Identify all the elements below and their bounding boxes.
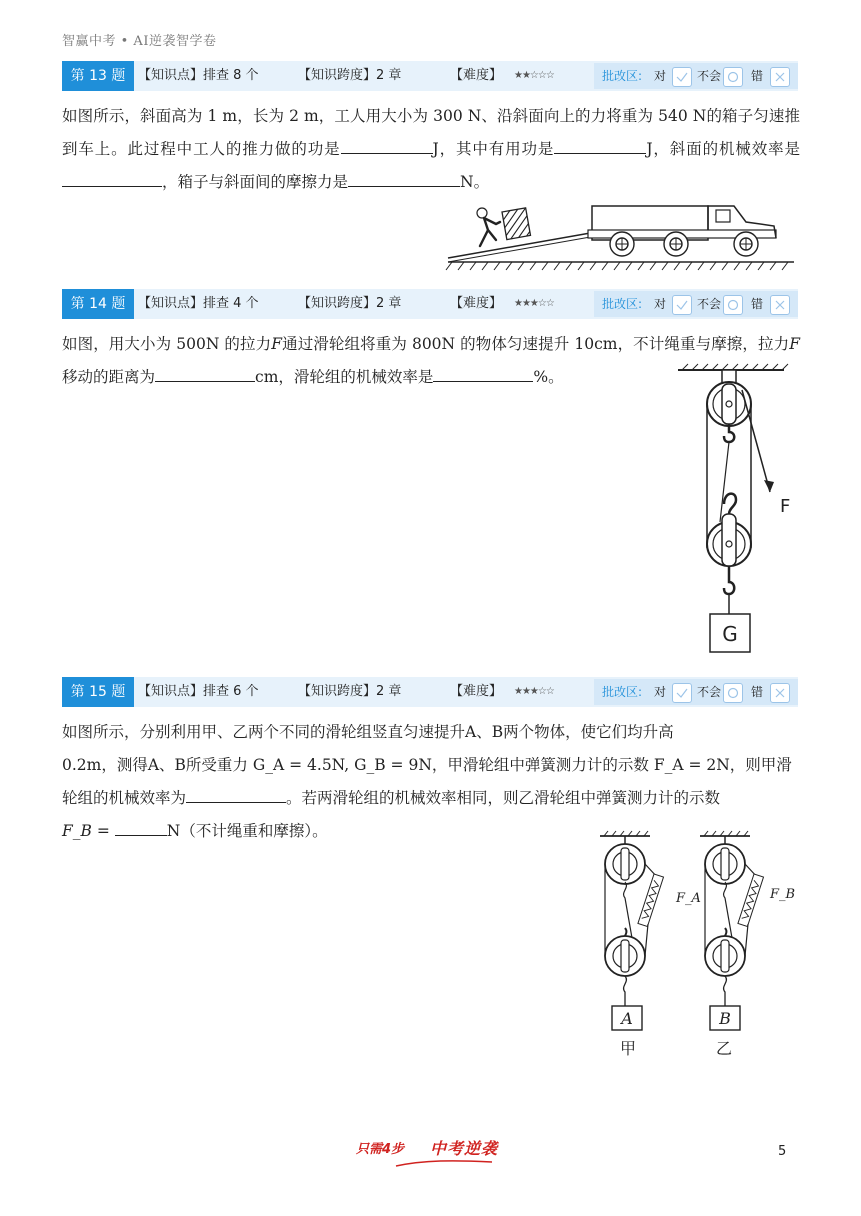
wrong-checkbox[interactable]	[770, 67, 790, 87]
question-number: 第 13 题	[62, 61, 134, 91]
unsure-checkbox[interactable]	[723, 683, 743, 703]
question-number: 第 14 题	[62, 289, 134, 319]
answer-blank-friction[interactable]	[348, 168, 460, 187]
grading-label: 批改区:	[602, 685, 643, 699]
question-number: 第 15 题	[62, 677, 134, 707]
difficulty-stars: ★★★☆☆	[514, 686, 554, 697]
fb-label: F_B	[770, 887, 796, 902]
knowledge-count: 【知识点】排查 6 个	[138, 684, 259, 699]
right-checkbox[interactable]	[672, 295, 692, 315]
grading-area	[594, 291, 798, 317]
answer-blank-work[interactable]	[341, 135, 433, 154]
knowledge-span: 【知识跨度】2 章	[298, 68, 402, 83]
page-number: 5	[778, 1144, 787, 1159]
wrong-label: 错	[751, 685, 764, 699]
knowledge-count: 【知识点】排查 4 个	[138, 296, 259, 311]
knowledge-count: 【知识点】排查 8 个	[138, 68, 259, 83]
force-label: F	[780, 496, 791, 517]
unsure-label: 不会	[697, 297, 722, 311]
swoosh-icon	[394, 1158, 494, 1168]
question-14-bar	[62, 289, 798, 319]
wrong-label: 错	[751, 297, 764, 311]
circle-icon	[726, 686, 740, 700]
footer-logo	[356, 1136, 516, 1170]
running-header: 智赢中考 • AI逆袭智学卷	[62, 34, 217, 49]
answer-blank-efficiency[interactable]	[186, 784, 286, 803]
grading-area	[594, 679, 798, 705]
wrong-label: 错	[751, 69, 764, 83]
right-checkbox[interactable]	[672, 67, 692, 87]
pulley-system-figure	[672, 362, 802, 658]
pulley-system-yi	[700, 831, 795, 1058]
difficulty-label: 【难度】	[450, 68, 503, 83]
yi-label: 乙	[715, 1039, 733, 1058]
right-label: 对	[654, 297, 667, 311]
wrong-checkbox[interactable]	[770, 295, 790, 315]
difficulty-label: 【难度】	[450, 684, 503, 699]
question-13-bar	[62, 61, 798, 91]
cross-icon	[773, 686, 787, 700]
right-label: 对	[654, 69, 667, 83]
weight-label: G	[722, 622, 738, 646]
jia-label: 甲	[619, 1039, 637, 1058]
answer-blank-efficiency[interactable]	[433, 363, 533, 382]
circle-icon	[726, 298, 740, 312]
question-15-text: 如图所示，分别利用甲、乙两个不同的滑轮组竖直匀速提升A、B两个物体，使它们均升高 0.2m，测得A、B所受重力 G_A = 4.5N, G_B = 9N，甲滑轮组中弹簧测力计的示数 F_A = 2N，则甲滑 轮组的机械效率为 。若两滑轮组的机械效率相同，则乙滑轮组中弹簧测力计的示数 F_B = N（不计绳重和摩擦）。	[62, 723, 792, 840]
grading-area	[594, 63, 798, 89]
unsure-label: 不会	[697, 69, 722, 83]
check-icon	[675, 686, 689, 700]
knowledge-span: 【知识跨度】2 章	[298, 684, 402, 699]
circle-icon	[726, 70, 740, 84]
unsure-checkbox[interactable]	[723, 295, 743, 315]
incline-truck-figure	[444, 200, 796, 272]
knowledge-span: 【知识跨度】2 章	[298, 296, 402, 311]
check-icon	[675, 298, 689, 312]
question-14-text: 如图，用大小为 500N 的拉力F通过滑轮组将重为 800N 的物体匀速提升 10cm，不计绳重与摩擦，拉力F移动的距离为 cm，滑轮组的机械效率是 %。	[62, 335, 800, 386]
grading-label: 批改区:	[602, 69, 643, 83]
answer-blank-force-b[interactable]	[115, 817, 167, 836]
wrong-checkbox[interactable]	[770, 683, 790, 703]
answer-blank-efficiency[interactable]	[62, 168, 162, 187]
question-13-text: 如图所示，斜面高为 1 m，长为 2 m，工人用大小为 300 N、沿斜面向上的力将重为 540 N的箱子匀速推到车上。此过程中工人的推力做的功是 J，其中有用功是 J，斜面的机械效率是，箱子与斜面间的摩擦力是 N。	[62, 107, 800, 191]
cross-icon	[773, 70, 787, 84]
difficulty-stars: ★★☆☆☆	[514, 70, 554, 81]
pulley-system-jia	[600, 831, 701, 1058]
unsure-checkbox[interactable]	[723, 67, 743, 87]
unsure-label: 不会	[697, 685, 722, 699]
cross-icon	[773, 298, 787, 312]
answer-blank-useful-work[interactable]	[554, 135, 646, 154]
block-b-label: B	[719, 1009, 731, 1028]
question-15-bar	[62, 677, 798, 707]
block-a-label: A	[621, 1009, 633, 1028]
grading-label: 批改区:	[602, 297, 643, 311]
check-icon	[675, 70, 689, 84]
two-pulley-systems-figure	[592, 828, 796, 1064]
right-checkbox[interactable]	[672, 683, 692, 703]
right-label: 对	[654, 685, 667, 699]
footer-slogan-small: 只需4步	[356, 1142, 405, 1157]
difficulty-stars: ★★★☆☆	[514, 298, 554, 309]
difficulty-label: 【难度】	[450, 296, 503, 311]
fa-label: F_A	[676, 891, 701, 906]
answer-blank-distance[interactable]	[155, 363, 255, 382]
footer-slogan-big: 中考逆袭	[430, 1139, 499, 1158]
